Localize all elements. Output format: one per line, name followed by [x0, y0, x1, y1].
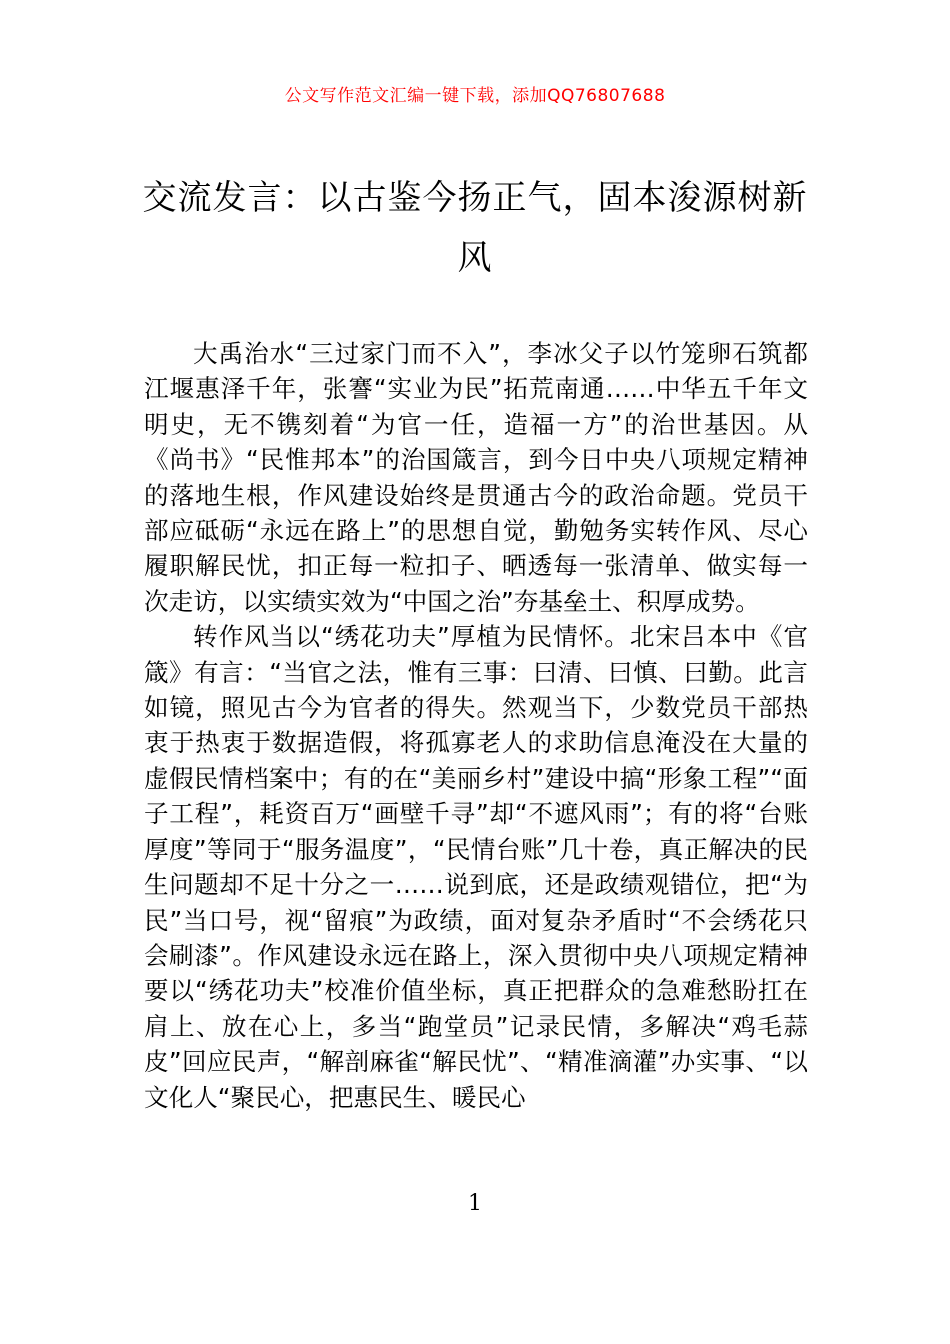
- document-body: [144, 336, 808, 1115]
- download-notice: 公文写作范文汇编一键下载，添加QQ76807688: [284, 86, 666, 106]
- document-title: 交流发言：以古鉴今扬正气，固本浚源树新风: [142, 178, 808, 278]
- paragraph-style-reform: 转作风当以“绣花功夫”厚植为民情怀。北宋吕本中《官箴》有言：“当官之法，惟有三事：曰清、曰慎、曰勤。此言如镜，照见古今为官者的得失。然观当下，少数党员干部热衷于热衷于数据造假，将孤寡老人的求助信息淹没在大量的虚假民情档案中；有的在“美丽乡村”建设中搞“形象工程”“面子工程”，耗资百万“画壁千寻”却“不遮风雨”；有的将“台账厚度”等同于“服务温度”，“民情台账”几十卷，真正解决的民生问题却不足十分之一……说到底，还是政绩观错位，把“为民”当口号，视“留痕”为政绩，面对复杂矛盾时“不会绣花只会刷漆”。作风建设永远在路上，深入贯彻中央八项规定精神要以“绣花功夫”校准价值坐标，真正把群众的急难愁盼扛在肩上、放在心上，多当“跑堂员”记录民情，多解决“鸡毛蒜皮”回应民声，“解剖麻雀“解民忧”、“精准滴灌”办实事、“以文化人“聚民心，把惠民生、暖民心: [144, 622, 808, 1112]
- page-number: 1: [468, 1191, 482, 1216]
- paragraph-intro: 大禹治水“三过家门而不入”，李冰父子以竹笼卵石筑都江堰惠泽千年，张謇“实业为民”拓荒南通……中华五千年文明史，无不镌刻着“为官一任，造福一方”的治世基因。从《尚书》“民惟邦本”的治国箴言，到今日中央八项规定精神的落地生根，作风建设始终是贯通古今的政治命题。党员干部应砥砺“永远在路上”的思想自觉，勤勉务实转作风、尽心履职解民忧，扣正每一粒扣子、晒透每一张清单、做实每一次走访，以实绩实效为“中国之治”夯基垒土、积厚成势。: [144, 339, 808, 616]
